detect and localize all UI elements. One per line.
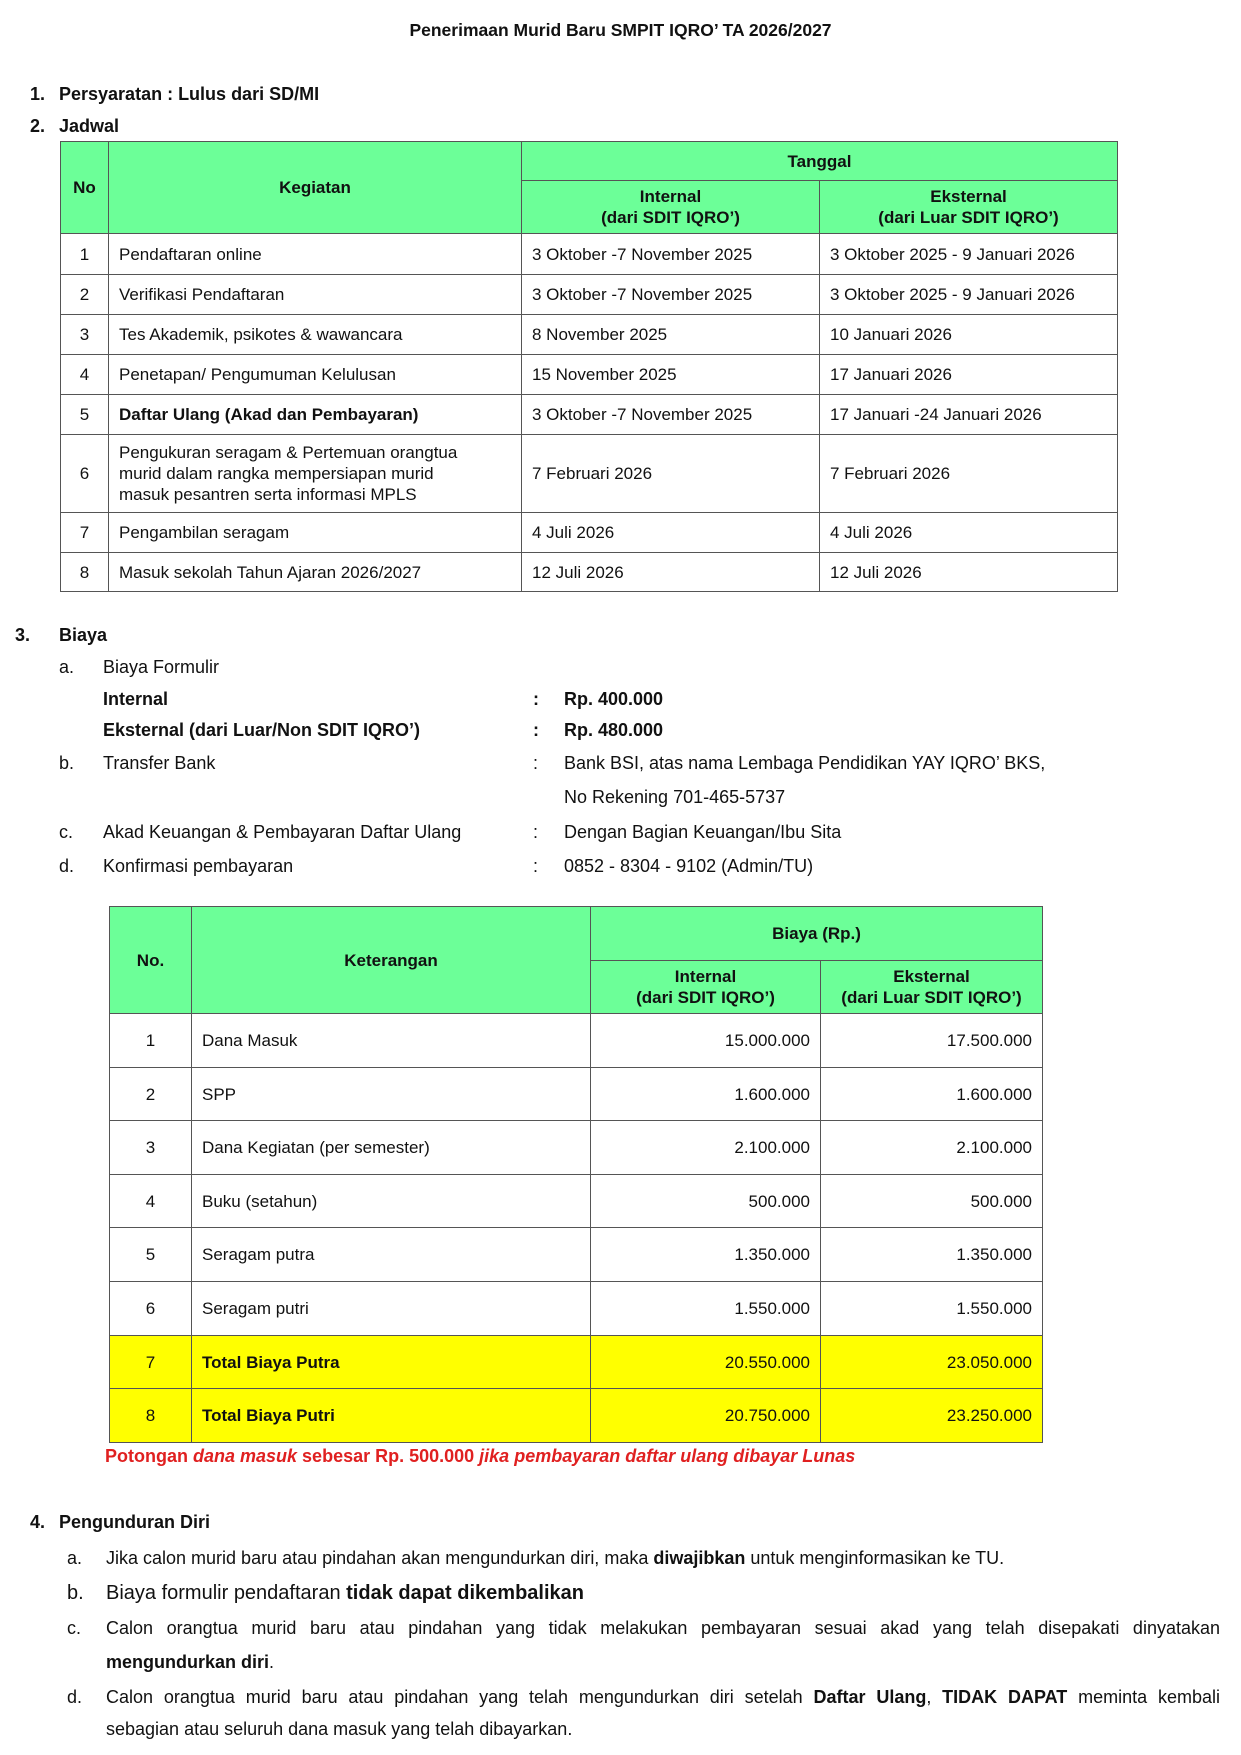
bank-account-name: Bank BSI, atas nama Lembaga Pendidikan YAY IQRO’ BKS, — [564, 753, 1046, 773]
section-4-number: 4. — [30, 1512, 46, 1532]
section-3-number: 3. — [15, 625, 31, 645]
item-b-letter: b. — [59, 753, 75, 773]
total-row-putri: 8 Total Biaya Putri 20.750.000 23.250.000 — [110, 1389, 1043, 1443]
item-a-letter: a. — [67, 1548, 83, 1568]
withdrawal-rule-b: Biaya formulir pendaftaran tidak dapat dikembalikan — [106, 1582, 584, 1604]
confirmation-phone: 0852 - 8304 - 9102 (Admin/TU) — [564, 856, 814, 876]
item-a-label: Biaya Formulir — [103, 657, 220, 677]
header-biaya: Biaya (Rp.) — [591, 907, 1043, 961]
total-row-putra: 7 Total Biaya Putra 20.550.000 23.050.000 — [110, 1336, 1043, 1389]
item-d-letter: d. — [59, 856, 75, 876]
bank-account-number: No Rekening 701-465-5737 — [564, 787, 786, 807]
table-row: 1 Pendaftaran online 3 Oktober -7 November 2025 3 Oktober 2025 - 9 Januari 2026 — [61, 234, 1118, 275]
colon: : — [533, 689, 539, 709]
item-c-label: Akad Keuangan & Pembayaran Daftar Ulang — [103, 822, 462, 842]
header-eksternal: Eksternal (dari Luar SDIT IQRO’) — [820, 181, 1118, 234]
section-1-requirement: Persyaratan : Lulus dari SD/MI — [59, 84, 320, 104]
multiline-kegiatan: Pengukuran seragam & Pertemuan orangtua murid dalam rangka mempersiapan murid masuk pesantren serta informasi MPLS — [109, 435, 522, 513]
table-row: 2 Verifikasi Pendaftaran 3 Oktober -7 November 2025 3 Oktober 2025 - 9 Januari 2026 — [61, 275, 1118, 315]
item-b-letter: b. — [67, 1582, 84, 1604]
table-row: 1 Dana Masuk 15.000.000 17.500.000 — [110, 1014, 1043, 1068]
header-tanggal: Tanggal — [522, 142, 1118, 181]
withdrawal-rule-d-line2: sebagian atau seluruh dana masuk yang telah dibayarkan. — [106, 1719, 573, 1739]
page-title: Penerimaan Murid Baru SMPIT IQRO’ TA 2026/2027 — [409, 20, 832, 40]
header-internal: Internal (dari SDIT IQRO’) — [522, 181, 820, 234]
header-eksternal: Eksternal (dari Luar SDIT IQRO’) — [821, 961, 1043, 1014]
schedule-table — [60, 141, 1118, 592]
header-no: No — [61, 142, 109, 234]
table-row: 4 Buku (setahun) 500.000 500.000 — [110, 1175, 1043, 1228]
header-internal: Internal (dari SDIT IQRO’) — [591, 961, 821, 1014]
item-d-letter: d. — [67, 1687, 83, 1707]
withdrawal-rule-a: Jika calon murid baru atau pindahan akan mengundurkan diri, maka diwajibkan untuk menginformasikan ke TU. — [106, 1548, 1005, 1568]
table-row: 6 Pengukuran seragam & Pertemuan orangtua murid dalam rangka mempersiapan murid masuk pesantren serta informasi MPLS 7 Februari 2026 7 Februari 2026 — [61, 435, 1118, 513]
item-d-label: Konfirmasi pembayaran — [103, 856, 294, 876]
table-row: 5 Seragam putra 1.350.000 1.350.000 — [110, 1228, 1043, 1282]
withdrawal-rule-c-line2: mengundurkan diri. — [106, 1652, 275, 1672]
discount-note: Potongan dana masuk sebesar Rp. 500.000 jika pembayaran daftar ulang dibayar Lunas — [105, 1446, 856, 1466]
table-row: 2 SPP 1.600.000 1.600.000 — [110, 1068, 1043, 1121]
fee-table — [109, 906, 1043, 1443]
table-row: 3 Tes Akademik, psikotes & wawancara 8 November 2025 10 Januari 2026 — [61, 315, 1118, 355]
item-c-letter: c. — [59, 822, 74, 842]
formulir-internal-label: Internal — [103, 689, 169, 709]
colon: : — [533, 856, 539, 876]
withdrawal-rule-d-line1: Calon orangtua murid baru atau pindahan yang telah mengundurkan diri setelah Daftar Ulang, TIDAK DAPAT meminta kembali — [106, 1687, 1221, 1707]
section-2-heading: Jadwal — [59, 116, 120, 136]
colon: : — [533, 753, 539, 773]
withdrawal-rule-c-line1: Calon orangtua murid baru atau pindahan yang tidak melakukan pembayaran sesuai akad yang telah disepakati dinyatakan — [106, 1618, 1220, 1638]
table-row: 3 Dana Kegiatan (per semester) 2.100.000 2.100.000 — [110, 1121, 1043, 1175]
table-row: 8 Masuk sekolah Tahun Ajaran 2026/2027 12 Juli 2026 12 Juli 2026 — [61, 553, 1118, 592]
formulir-eksternal-value: Rp. 480.000 — [564, 720, 664, 740]
section-3-heading: Biaya — [59, 625, 108, 645]
colon: : — [533, 822, 539, 842]
header-kegiatan: Kegiatan — [109, 142, 522, 234]
section-4-heading: Pengunduran Diri — [59, 1512, 211, 1532]
section-2-number: 2. — [30, 116, 46, 136]
item-b-label: Transfer Bank — [103, 753, 216, 773]
header-no: No. — [110, 907, 192, 1014]
item-a-letter: a. — [59, 657, 75, 677]
item-c-letter: c. — [67, 1618, 82, 1638]
colon: : — [533, 720, 539, 740]
item-c-value: Dengan Bagian Keuangan/Ibu Sita — [564, 822, 842, 842]
table-row: 5 Daftar Ulang (Akad dan Pembayaran) 3 Oktober -7 November 2025 17 Januari -24 Januari 2026 — [61, 395, 1118, 435]
table-row: 7 Pengambilan seragam 4 Juli 2026 4 Juli 2026 — [61, 513, 1118, 553]
header-keterangan: Keterangan — [192, 907, 591, 1014]
table-row: 6 Seragam putri 1.550.000 1.550.000 — [110, 1282, 1043, 1336]
formulir-eksternal-label: Eksternal (dari Luar/Non SDIT IQRO’) — [103, 720, 421, 740]
formulir-internal-value: Rp. 400.000 — [564, 689, 664, 709]
table-row: 4 Penetapan/ Pengumuman Kelulusan 15 November 2025 17 Januari 2026 — [61, 355, 1118, 395]
section-1-number: 1. — [30, 84, 46, 104]
